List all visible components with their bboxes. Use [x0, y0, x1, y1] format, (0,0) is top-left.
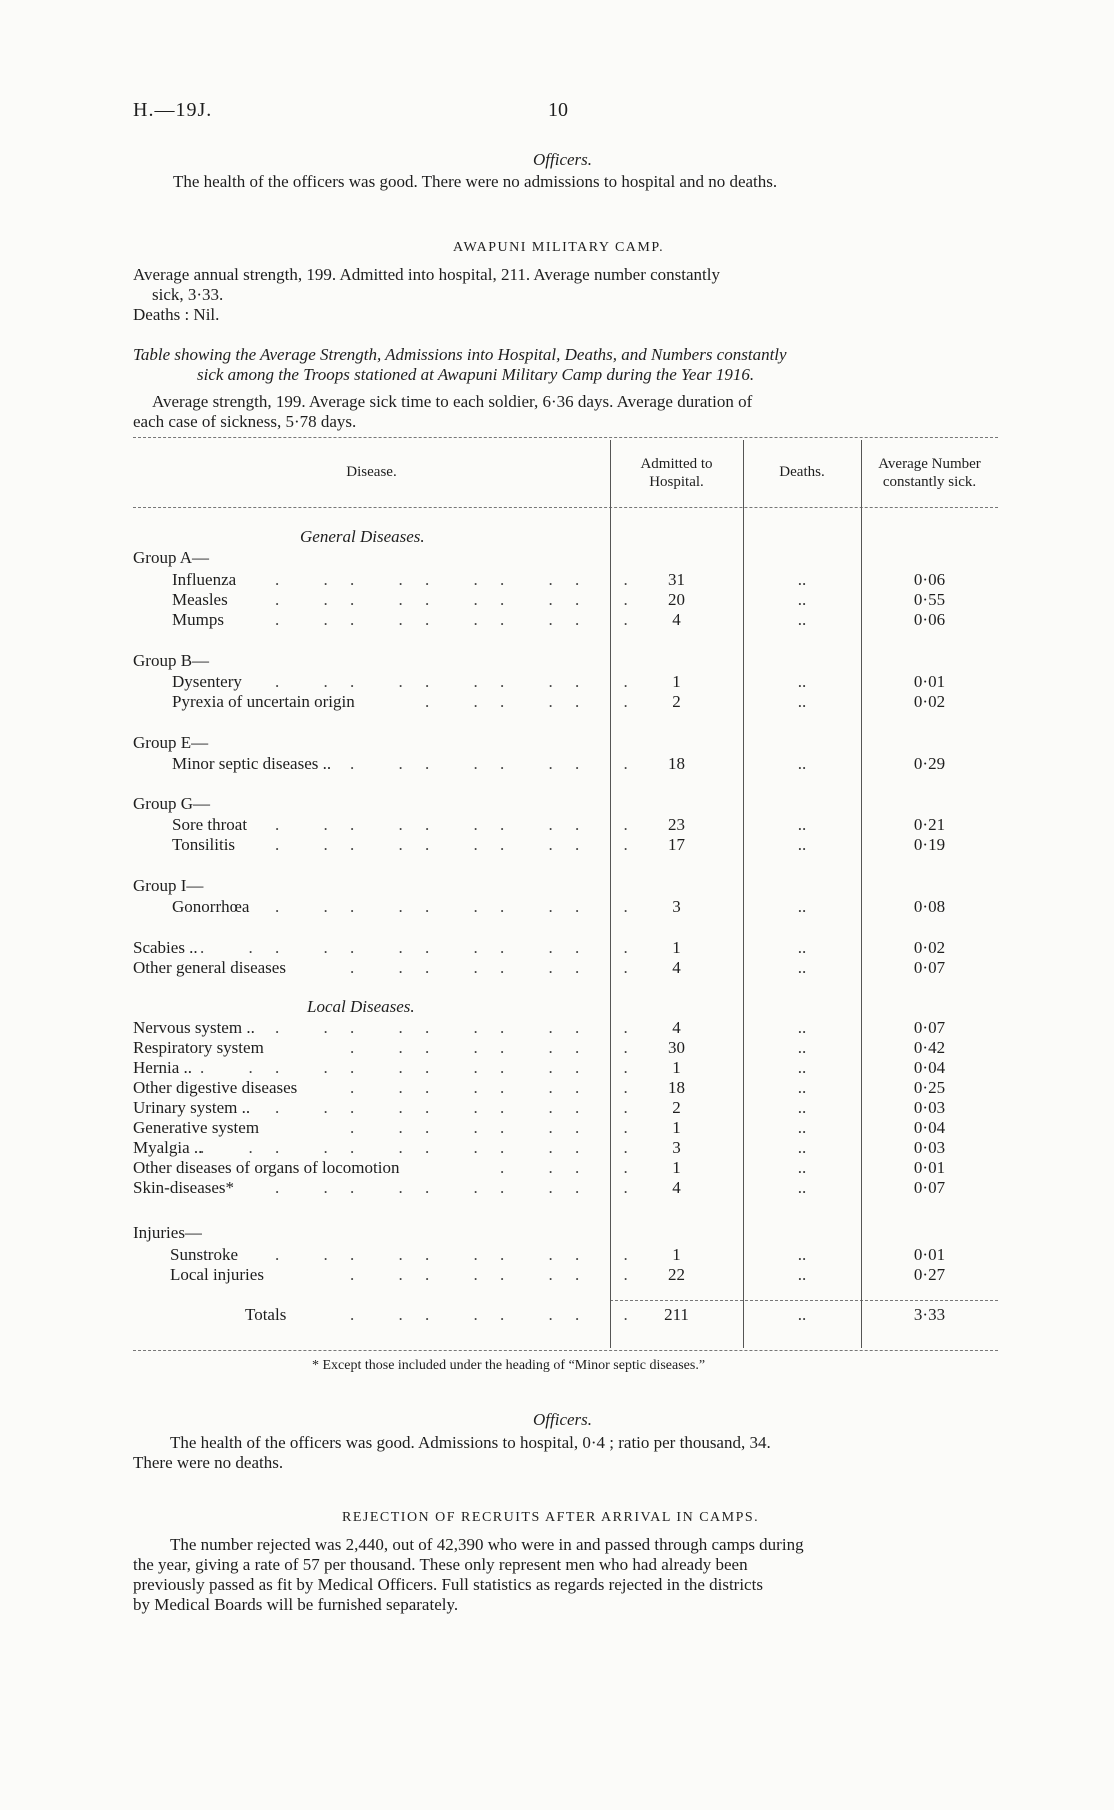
header-deaths: Deaths.	[779, 464, 825, 480]
row-leader-dots: . .	[425, 692, 498, 711]
row-leader-dots: . .	[350, 1078, 423, 1097]
row-leader-dots: . .	[200, 938, 273, 957]
table-caption-2: sick among the Troops stationed at Awapuni Military Camp during the Year 1916.	[197, 365, 755, 384]
row-leader-dots: . .	[350, 938, 423, 957]
row-admitted-value: 4	[672, 610, 681, 629]
table-top-rule	[133, 437, 998, 438]
row-leader-dots: . .	[425, 1138, 498, 1157]
row-leader-dots: . .	[500, 1178, 573, 1197]
row-leader-dots: . .	[425, 1178, 498, 1197]
row-leader-dots: . .	[500, 1245, 573, 1264]
officers-heading-2: Officers.	[533, 1410, 593, 1429]
row-leader-dots: . .	[500, 897, 573, 916]
row-disease-label: Gonorrhœa	[172, 897, 250, 916]
row-deaths-value: ..	[797, 1245, 807, 1264]
row-leader-dots: . .	[275, 672, 348, 691]
row-deaths-value: ..	[797, 1018, 807, 1037]
row-admitted-value: 1	[672, 1058, 681, 1077]
row-average-value: 0·03	[913, 1138, 946, 1157]
row-leader-dots: . .	[575, 570, 648, 589]
row-admitted-value: 1	[672, 938, 681, 957]
row-admitted-value: 1	[672, 1158, 681, 1177]
row-disease-label: Other digestive diseases	[133, 1078, 298, 1097]
row-deaths-value: ..	[797, 1158, 807, 1177]
row-disease-label: Measles	[172, 590, 228, 609]
row-deaths-value: ..	[797, 958, 807, 977]
row-disease-label: Mumps	[172, 610, 224, 629]
row-deaths-value: ..	[797, 1138, 807, 1157]
row-leader-dots: . .	[350, 1118, 423, 1137]
row-average-value: 0·03	[913, 1098, 946, 1117]
camp-line-2: sick, 3·33.	[152, 285, 224, 304]
row-leader-dots: . .	[275, 1018, 348, 1037]
rejection-line-4: by Medical Boards will be furnished separately.	[133, 1595, 459, 1614]
officers-2-line-2: There were no deaths.	[133, 1453, 284, 1472]
row-disease-label: Influenza	[172, 570, 237, 589]
row-leader-dots: . .	[425, 835, 498, 854]
row-leader-dots: . .	[275, 570, 348, 589]
row-leader-dots: . .	[275, 815, 348, 834]
row-leader-dots: . .	[500, 590, 573, 609]
row-leader-dots: . .	[350, 1245, 423, 1264]
row-leader-dots: . .	[275, 1138, 348, 1157]
injuries-label: Injuries—	[133, 1223, 202, 1242]
row-leader-dots: . .	[575, 1138, 648, 1157]
row-leader-dots: . .	[575, 1265, 648, 1284]
row-leader-dots: . .	[575, 1098, 648, 1117]
row-leader-dots: . .	[350, 1038, 423, 1057]
row-disease-label: Hernia ..	[133, 1058, 193, 1077]
row-admitted-value: 2	[672, 692, 681, 711]
row-average-value: 0·02	[913, 938, 946, 957]
group-i-label: Group I—	[133, 876, 204, 895]
group-a-label: Group A—	[133, 548, 210, 567]
row-leader-dots: . .	[575, 1158, 648, 1177]
row-average-value: 0·42	[913, 1038, 946, 1057]
row-leader-dots: . .	[275, 938, 348, 957]
row-average-value: 0·25	[913, 1078, 946, 1097]
row-leader-dots: . .	[275, 1058, 348, 1077]
report-reference: H.—19J.	[133, 99, 213, 121]
row-leader-dots: . .	[575, 1058, 648, 1077]
row-deaths-value: ..	[797, 590, 807, 609]
header-average	[861, 455, 998, 491]
totals-average: 3·33	[913, 1305, 946, 1324]
row-disease-label: Local injuries	[170, 1265, 264, 1284]
row-leader-dots: . .	[350, 590, 423, 609]
totals-rule	[610, 1300, 998, 1301]
officers-text: The health of the officers was good. There were no admissions to hospital and no deaths.	[173, 172, 778, 191]
page-number: 10	[548, 99, 568, 121]
row-deaths-value: ..	[797, 815, 807, 834]
row-leader-dots: . .	[500, 1018, 573, 1037]
row-average-value: 0·07	[913, 1178, 946, 1197]
row-leader-dots: . .	[425, 958, 498, 977]
row-disease-label: Other diseases of organs of locomotion	[133, 1158, 400, 1177]
row-average-value: 0·06	[913, 610, 946, 629]
row-deaths-value: ..	[797, 1265, 807, 1284]
row-average-value: 0·19	[913, 835, 946, 854]
row-leader-dots: . .	[500, 1078, 573, 1097]
header-average-line-1: Average Number	[878, 456, 981, 472]
row-leader-dots: . .	[575, 897, 648, 916]
row-leader-dots: . .	[275, 1178, 348, 1197]
totals-leader-dots: . .	[425, 1305, 498, 1324]
row-admitted-value: 1	[672, 672, 681, 691]
row-leader-dots: . .	[575, 590, 648, 609]
group-g-label: Group G—	[133, 794, 210, 813]
row-admitted-value: 22	[668, 1265, 685, 1284]
totals-deaths: ..	[797, 1305, 807, 1324]
row-leader-dots: . .	[500, 692, 573, 711]
row-disease-label: Nervous system ..	[133, 1018, 255, 1037]
row-leader-dots: . .	[350, 610, 423, 629]
row-leader-dots: . .	[425, 1018, 498, 1037]
row-leader-dots: . .	[425, 672, 498, 691]
row-disease-label: Generative system	[133, 1118, 260, 1137]
row-leader-dots: . .	[350, 958, 423, 977]
row-leader-dots: . .	[425, 897, 498, 916]
rejection-title: REJECTION OF RECRUITS AFTER ARRIVAL IN CAMPS.	[342, 1510, 760, 1525]
row-admitted-value: 2	[672, 1098, 681, 1117]
header-admitted	[610, 455, 743, 491]
row-deaths-value: ..	[797, 1178, 807, 1197]
row-disease-label: Pyrexia of uncertain origin	[172, 692, 355, 711]
row-average-value: 0·06	[913, 570, 946, 589]
row-average-value: 0·04	[913, 1058, 946, 1077]
row-deaths-value: ..	[797, 754, 807, 773]
section-local-diseases: Local Diseases.	[307, 997, 415, 1016]
row-disease-label: Myalgia ..	[133, 1138, 203, 1157]
row-deaths-value: ..	[797, 835, 807, 854]
row-leader-dots: . .	[575, 754, 648, 773]
row-leader-dots: . .	[500, 1265, 573, 1284]
row-admitted-value: 20	[668, 590, 685, 609]
table-header-rule	[133, 507, 998, 508]
row-deaths-value: ..	[797, 1078, 807, 1097]
row-average-value: 0·04	[913, 1118, 946, 1137]
table-footnote: * Except those included under the heading of “Minor septic diseases.”	[312, 1358, 706, 1373]
row-leader-dots: . .	[425, 570, 498, 589]
row-leader-dots: . .	[575, 938, 648, 957]
totals-label: Totals	[245, 1305, 287, 1324]
row-leader-dots: . .	[350, 1018, 423, 1037]
row-leader-dots: . .	[500, 958, 573, 977]
group-b-label: Group B—	[133, 651, 210, 670]
row-leader-dots: . .	[500, 1158, 573, 1177]
row-leader-dots: . .	[350, 1098, 423, 1117]
row-leader-dots: . .	[425, 1098, 498, 1117]
row-average-value: 0·01	[913, 672, 946, 691]
row-admitted-value: 4	[672, 1018, 681, 1037]
rejection-line-2: the year, giving a rate of 57 per thousand. These only represent men who had already been	[133, 1555, 748, 1574]
row-admitted-value: 31	[668, 570, 685, 589]
row-disease-label: Sunstroke	[170, 1245, 238, 1264]
row-admitted-value: 3	[672, 897, 681, 916]
row-leader-dots: . .	[350, 1265, 423, 1284]
row-admitted-value: 3	[672, 1138, 681, 1157]
row-admitted-value: 4	[672, 1178, 681, 1197]
row-admitted-value: 18	[668, 754, 685, 773]
row-leader-dots: . .	[275, 590, 348, 609]
row-average-value: 0·07	[913, 1018, 946, 1037]
row-leader-dots: . .	[275, 1245, 348, 1264]
row-leader-dots: . .	[425, 1265, 498, 1284]
row-leader-dots: . .	[425, 1038, 498, 1057]
row-leader-dots: . .	[500, 610, 573, 629]
row-leader-dots: . .	[350, 815, 423, 834]
row-disease-label: Skin-diseases*	[133, 1178, 235, 1197]
row-leader-dots: . .	[350, 897, 423, 916]
row-admitted-value: 1	[672, 1245, 681, 1264]
row-leader-dots: . .	[575, 815, 648, 834]
row-disease-label: Sore throat	[172, 815, 248, 834]
row-leader-dots: . .	[575, 610, 648, 629]
row-leader-dots: . .	[500, 1118, 573, 1137]
row-average-value: 0·08	[913, 897, 946, 916]
totals-admitted: 211	[664, 1305, 689, 1324]
rejection-line-1: The number rejected was 2,440, out of 42,390 who were in and passed through camps during	[170, 1535, 804, 1554]
row-deaths-value: ..	[797, 1038, 807, 1057]
header-admitted-line-2: Hospital.	[649, 474, 704, 490]
totals-leader-dots: . .	[350, 1305, 423, 1324]
row-disease-label: Dysentery	[172, 672, 242, 691]
row-leader-dots: . .	[425, 815, 498, 834]
row-admitted-value: 1	[672, 1118, 681, 1137]
camp-title: AWAPUNI MILITARY CAMP.	[453, 240, 665, 255]
rejection-line-3: previously passed as fit by Medical Officers. Full statistics as regards rejected in the districts	[133, 1575, 763, 1594]
row-disease-label: Other general diseases	[133, 958, 286, 977]
header-disease: Disease.	[346, 464, 397, 480]
stats-line-1: Average strength, 199. Average sick time to each soldier, 6·36 days. Average duration of	[152, 392, 753, 411]
row-leader-dots: . .	[500, 1058, 573, 1077]
row-deaths-value: ..	[797, 692, 807, 711]
row-deaths-value: ..	[797, 1118, 807, 1137]
row-leader-dots: . .	[350, 1178, 423, 1197]
stats-line-2: each case of sickness, 5·78 days.	[133, 412, 357, 431]
row-leader-dots: . .	[500, 754, 573, 773]
row-leader-dots: . .	[575, 672, 648, 691]
officers-2-line-1: The health of the officers was good. Admissions to hospital, 0·4 ; ratio per thousand, 34.	[170, 1433, 771, 1452]
row-leader-dots: . .	[575, 1178, 648, 1197]
row-leader-dots: . .	[500, 1138, 573, 1157]
row-deaths-value: ..	[797, 1098, 807, 1117]
row-disease-label: Urinary system ..	[133, 1098, 251, 1117]
row-leader-dots: . .	[575, 1038, 648, 1057]
row-leader-dots: . .	[500, 815, 573, 834]
row-leader-dots: . .	[275, 1098, 348, 1117]
header-admitted-line-1: Admitted to	[640, 456, 713, 472]
row-leader-dots: . .	[575, 958, 648, 977]
row-disease-label: Tonsilitis	[172, 835, 236, 854]
row-disease-label: Respiratory system	[133, 1038, 264, 1057]
group-e-label: Group E—	[133, 733, 209, 752]
row-leader-dots: . .	[500, 570, 573, 589]
row-average-value: 0·21	[913, 815, 946, 834]
row-deaths-value: ..	[797, 897, 807, 916]
row-leader-dots: . .	[425, 1058, 498, 1077]
row-leader-dots: . .	[425, 938, 498, 957]
row-leader-dots: . .	[350, 1138, 423, 1157]
officers-heading: Officers.	[533, 150, 593, 169]
row-average-value: 0·01	[913, 1245, 946, 1264]
row-leader-dots: . .	[350, 754, 423, 773]
section-general-diseases: General Diseases.	[300, 527, 425, 546]
row-admitted-value: 23	[668, 815, 685, 834]
camp-line-1: Average annual strength, 199. Admitted into hospital, 211. Average number constantly	[133, 265, 720, 284]
row-leader-dots: . .	[425, 1245, 498, 1264]
table-caption-1: Table showing the Average Strength, Admissions into Hospital, Deaths, and Numbers constantly	[133, 345, 787, 364]
header-average-line-2: constantly sick.	[882, 474, 977, 490]
row-leader-dots: . .	[350, 835, 423, 854]
row-deaths-value: ..	[797, 672, 807, 691]
row-average-value: 0·55	[913, 590, 946, 609]
row-leader-dots: . .	[200, 1058, 273, 1077]
row-admitted-value: 17	[668, 835, 685, 854]
row-deaths-value: ..	[797, 1058, 807, 1077]
row-admitted-value: 4	[672, 958, 681, 977]
row-deaths-value: ..	[797, 610, 807, 629]
row-leader-dots: . .	[425, 754, 498, 773]
row-leader-dots: . .	[425, 610, 498, 629]
row-leader-dots: . .	[425, 1118, 498, 1137]
row-leader-dots: . .	[500, 835, 573, 854]
row-deaths-value: ..	[797, 938, 807, 957]
row-leader-dots: . .	[200, 1138, 273, 1157]
totals-leader-dots: . .	[575, 1305, 648, 1324]
row-leader-dots: . .	[425, 590, 498, 609]
row-leader-dots: . .	[350, 672, 423, 691]
row-average-value: 0·01	[913, 1158, 946, 1177]
row-leader-dots: . .	[575, 835, 648, 854]
table-bottom-rule	[133, 1350, 998, 1351]
row-average-value: 0·02	[913, 692, 946, 711]
row-leader-dots: . .	[575, 1078, 648, 1097]
row-deaths-value: ..	[797, 570, 807, 589]
row-leader-dots: . .	[500, 672, 573, 691]
row-leader-dots: . .	[575, 1245, 648, 1264]
row-average-value: 0·07	[913, 958, 946, 977]
row-leader-dots: . .	[575, 1118, 648, 1137]
row-average-value: 0·27	[913, 1265, 946, 1284]
row-leader-dots: . .	[500, 938, 573, 957]
row-leader-dots: . .	[575, 692, 648, 711]
row-leader-dots: . .	[350, 1058, 423, 1077]
totals-leader-dots: . .	[500, 1305, 573, 1324]
row-disease-label: Scabies ..	[133, 938, 198, 957]
row-admitted-value: 30	[668, 1038, 685, 1057]
row-leader-dots: . .	[275, 835, 348, 854]
row-leader-dots: . .	[275, 897, 348, 916]
row-average-value: 0·29	[913, 754, 946, 773]
row-leader-dots: . .	[425, 1078, 498, 1097]
row-leader-dots: . .	[350, 570, 423, 589]
row-leader-dots: . .	[500, 1098, 573, 1117]
row-leader-dots: . .	[575, 1018, 648, 1037]
row-leader-dots: . .	[500, 1038, 573, 1057]
camp-deaths: Deaths : Nil.	[133, 305, 220, 324]
row-disease-label: Minor septic diseases ..	[172, 754, 332, 773]
row-leader-dots: . .	[275, 610, 348, 629]
row-admitted-value: 18	[668, 1078, 685, 1097]
